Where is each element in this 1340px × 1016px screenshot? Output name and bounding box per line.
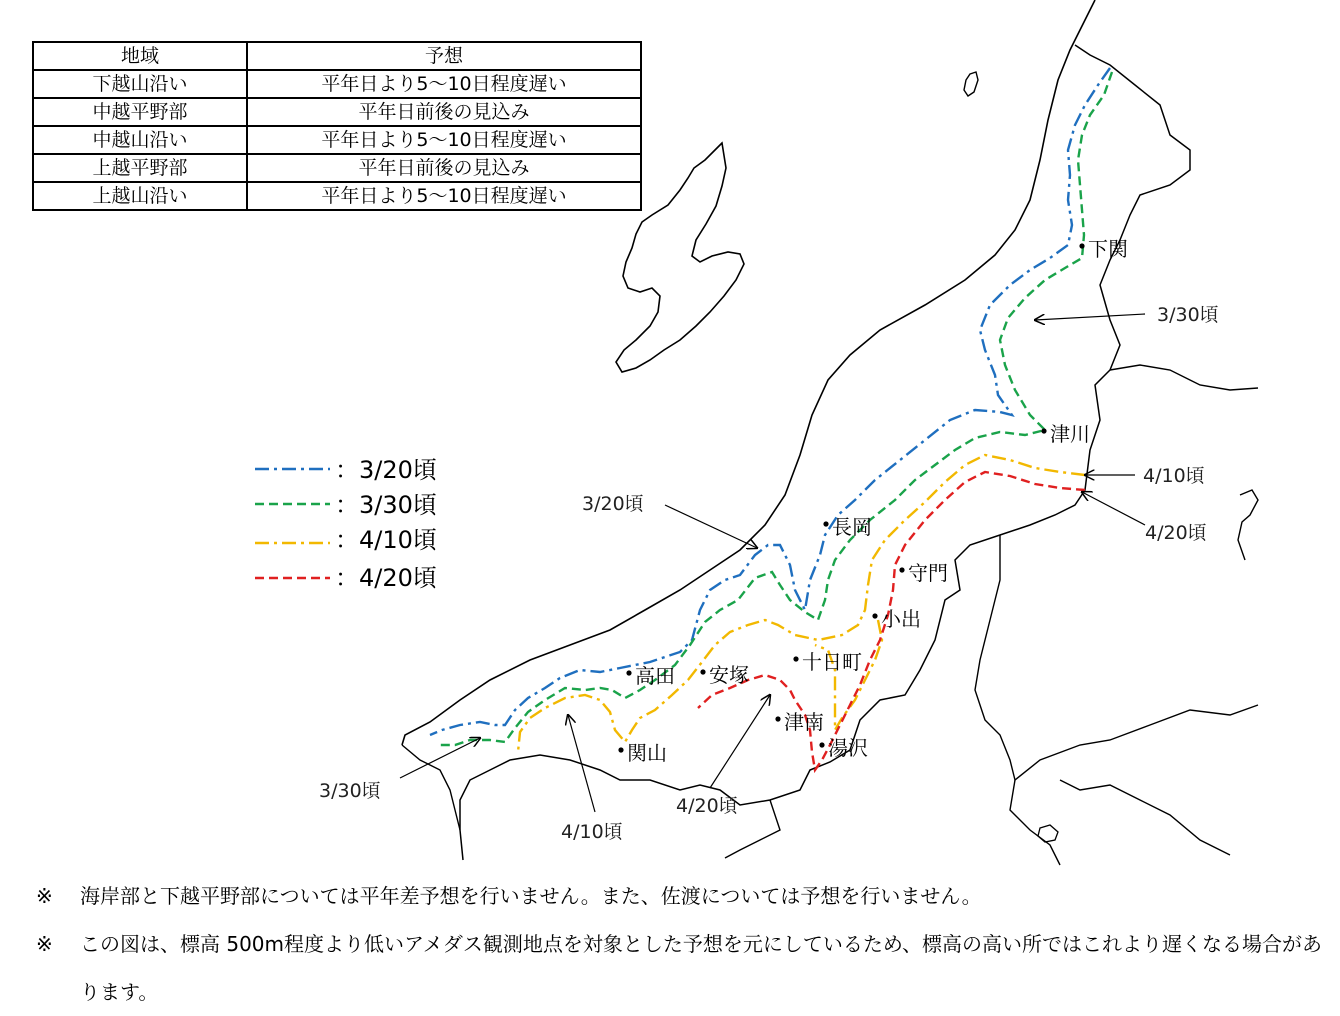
place-label-tokamachi: 十日町	[802, 650, 862, 674]
table-header-row	[33, 42, 641, 70]
marker-tokamachi	[793, 656, 798, 661]
place-label-shimonoseki: 下関	[1088, 237, 1128, 261]
marker-yuzawa	[819, 742, 824, 747]
cell-forecast: 平年日より5～10日程度遅い	[247, 70, 641, 98]
cell-forecast: 平年日前後の見込み	[247, 98, 641, 126]
arrow-4-20-south	[710, 695, 770, 788]
annotation-3-30-south: 3/30頃	[319, 780, 381, 802]
table-row	[33, 126, 641, 154]
annotation-4-10-east: 4/10頃	[1143, 465, 1205, 487]
note-1-text: 海岸部と下越平野部については平年差予想を行いません。また、佐渡については予想を行いません。	[80, 884, 982, 908]
place-label-nagaoka: 長岡	[832, 515, 872, 539]
cell-region: 中越平野部	[33, 98, 247, 126]
legend-label-3-20: ：3/20頃	[335, 456, 437, 484]
marker-sekiyama	[618, 747, 623, 752]
cell-forecast: 平年日前後の見込み	[247, 154, 641, 182]
note-mark: ※	[36, 932, 53, 956]
notes	[36, 872, 1326, 1016]
marker-sumon	[899, 567, 904, 572]
table-row	[33, 154, 641, 182]
cell-region: 上越山沿い	[33, 182, 247, 210]
border-gunma	[975, 535, 1258, 780]
arrow-4-20-east	[1082, 492, 1145, 525]
marker-takada	[626, 670, 631, 675]
annotation-3-30-north: 3/30頃	[1157, 304, 1219, 326]
border-east	[1060, 780, 1230, 855]
border-fukushima	[1110, 365, 1258, 390]
arrow-3-30-north	[1035, 314, 1145, 320]
arrow-3-30-south	[400, 738, 480, 778]
arrow-3-20-west	[665, 505, 757, 548]
place-label-sumon: 守門	[908, 561, 948, 585]
awashima-island	[964, 72, 978, 96]
table-row	[33, 98, 641, 126]
place-label-sekiyama: 関山	[627, 741, 667, 765]
note-2	[36, 920, 1326, 1016]
place-label-takada: 高田	[635, 664, 675, 688]
legend-label-3-30: ：3/30頃	[335, 491, 437, 519]
marker-koide	[872, 613, 877, 618]
marker-yasuzuka	[700, 669, 705, 674]
marker-tsunan	[775, 716, 780, 721]
note-mark: ※	[36, 884, 53, 908]
lake-shape	[1038, 825, 1058, 842]
marker-shimonoseki	[1079, 243, 1084, 248]
cell-region: 上越平野部	[33, 154, 247, 182]
border-south	[1010, 780, 1060, 865]
place-label-koide: 小出	[881, 607, 921, 631]
annotation-4-20-east: 4/20頃	[1145, 522, 1207, 544]
border-toyama	[402, 745, 460, 830]
annotation-4-10-south: 4/10頃	[561, 821, 623, 843]
table-row	[33, 70, 641, 98]
table-row	[33, 182, 641, 210]
cell-forecast: 平年日より5～10日程度遅い	[247, 182, 641, 210]
header-forecast: 予想	[247, 42, 641, 70]
legend-label-4-10: ：4/10頃	[335, 526, 437, 554]
arrow-4-10-south	[568, 715, 595, 812]
annotation-3-20-west: 3/20頃	[582, 493, 644, 515]
cell-region: 下越山沿い	[33, 70, 247, 98]
cell-forecast: 平年日より5～10日程度遅い	[247, 126, 641, 154]
isoline-4-10-b	[815, 620, 882, 730]
marker-tsugawa	[1041, 428, 1046, 433]
note-2-text: この図は、標高 500m程度より低いアメダス観測地点を対象とした予想を元にしているため、標高の高い所ではこれより遅くなる場合があります。	[80, 932, 1323, 1004]
note-1	[36, 872, 1326, 920]
place-label-yasuzuka: 安塚	[709, 663, 749, 687]
place-label-tsugawa: 津川	[1050, 422, 1090, 446]
header-region: 地域	[33, 42, 247, 70]
cell-region: 中越山沿い	[33, 126, 247, 154]
forecast-table	[32, 41, 642, 211]
annotation-4-20-south: 4/20頃	[676, 795, 738, 817]
place-markers	[618, 243, 1084, 752]
place-label-yuzawa: 湯沢	[828, 736, 868, 760]
legend-label-4-20: ：4/20頃	[335, 564, 437, 592]
border-northeast	[1238, 490, 1258, 560]
marker-nagaoka	[823, 521, 828, 526]
place-label-tsunan: 津南	[784, 710, 824, 734]
